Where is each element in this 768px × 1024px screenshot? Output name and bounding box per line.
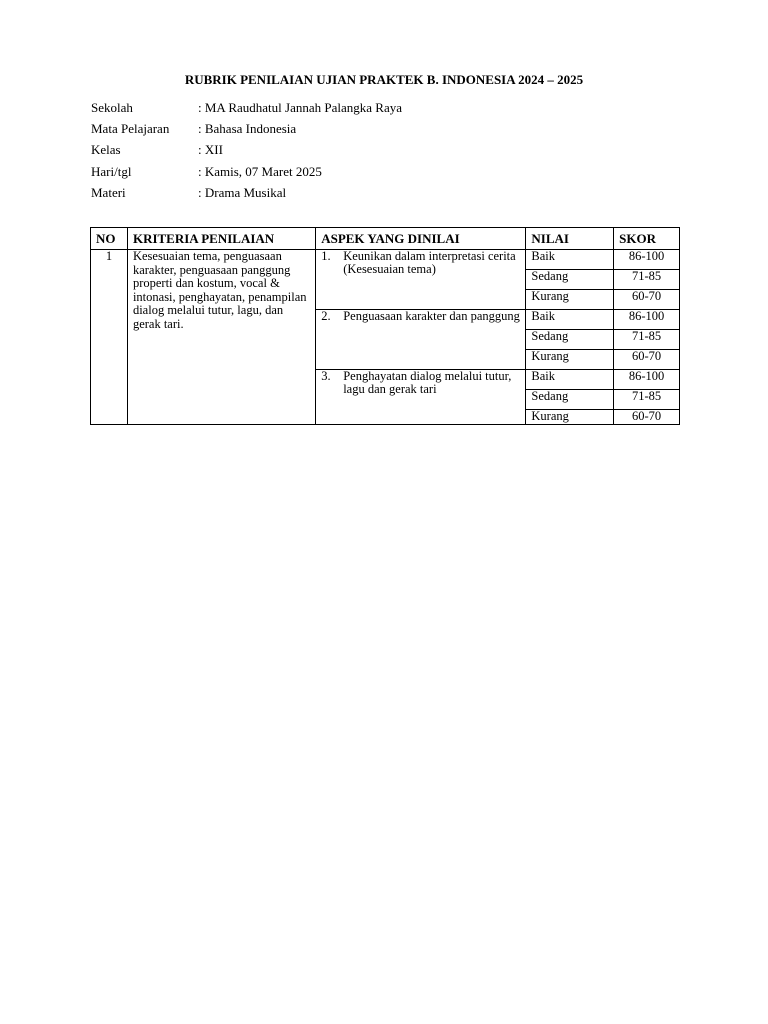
nilai-cell: Sedang — [526, 330, 614, 350]
nilai-cell: Sedang — [526, 270, 614, 290]
document-title: RUBRIK PENILAIAN UJIAN PRAKTEK B. INDONESIA 2024 – 2025 — [184, 72, 584, 87]
aspek-text: Penguasaan karakter dan panggung — [343, 309, 520, 323]
info-row-mata-pelajaran — [91, 120, 402, 141]
info-row-materi — [91, 184, 402, 205]
info-value: : Drama Musikal — [198, 184, 287, 200]
aspek-number: 3. — [321, 369, 331, 383]
table-row — [91, 250, 680, 270]
skor-cell: 71-85 — [614, 330, 680, 350]
aspek-text: Keunikan dalam interpretasi cerita (Kesesuaian tema) — [343, 249, 516, 276]
nilai-cell: Baik — [526, 370, 614, 390]
info-value: : XII — [198, 142, 223, 158]
aspek-item — [321, 310, 520, 323]
table-header-row — [91, 228, 680, 250]
info-value: : Bahasa Indonesia — [198, 121, 297, 137]
info-row-sekolah — [91, 99, 402, 120]
info-value: : Kamis, 07 Maret 2025 — [198, 163, 322, 179]
header-aspek: ASPEK YANG DINILAI — [316, 228, 526, 250]
aspek-number: 1. — [321, 249, 331, 263]
aspek-number: 2. — [321, 309, 331, 323]
skor-cell: 71-85 — [614, 390, 680, 410]
row-number: 1 — [91, 250, 128, 425]
header-skor: SKOR — [614, 228, 680, 250]
info-label: Sekolah — [91, 100, 133, 115]
skor-cell: 60-70 — [614, 290, 680, 310]
aspek-item — [321, 370, 520, 396]
skor-cell: 86-100 — [614, 310, 680, 330]
info-label: Hari/tgl — [91, 163, 132, 179]
info-label: Kelas — [91, 142, 121, 158]
header-kriteria: KRITERIA PENILAIAN — [127, 228, 315, 250]
skor-cell: 60-70 — [614, 410, 680, 425]
rubric-table — [90, 227, 680, 425]
info-label: Mata Pelajaran — [91, 121, 170, 137]
nilai-cell: Baik — [526, 250, 614, 270]
header-no: NO — [91, 228, 128, 250]
header-nilai: NILAI — [526, 228, 614, 250]
nilai-cell: Baik — [526, 310, 614, 330]
info-row-hari-tgl — [91, 163, 402, 184]
skor-cell: 60-70 — [614, 350, 680, 370]
skor-cell: 86-100 — [614, 370, 680, 390]
skor-cell: 71-85 — [614, 270, 680, 290]
info-block — [91, 99, 402, 205]
info-label: Materi — [91, 184, 126, 200]
info-value: : MA Raudhatul Jannah Palangka Raya — [198, 100, 402, 115]
nilai-cell: Kurang — [526, 410, 614, 425]
aspek-cell-1 — [316, 250, 526, 310]
aspek-cell-3 — [316, 370, 526, 425]
kriteria-text: Kesesuaian tema, penguasaan karakter, penguasaan panggung properti dan kostum, vocal & intonasi, penghayatan, penampilan dialog melalui tutur, lagu, dan gerak tari. — [127, 250, 315, 425]
nilai-cell: Kurang — [526, 350, 614, 370]
skor-cell: 86-100 — [614, 250, 680, 270]
aspek-cell-2 — [316, 310, 526, 370]
aspek-text: Penghayatan dialog melalui tutur, lagu dan gerak tari — [343, 369, 512, 396]
nilai-cell: Kurang — [526, 290, 614, 310]
info-row-kelas — [91, 141, 402, 162]
aspek-item — [321, 250, 520, 276]
nilai-cell: Sedang — [526, 390, 614, 410]
